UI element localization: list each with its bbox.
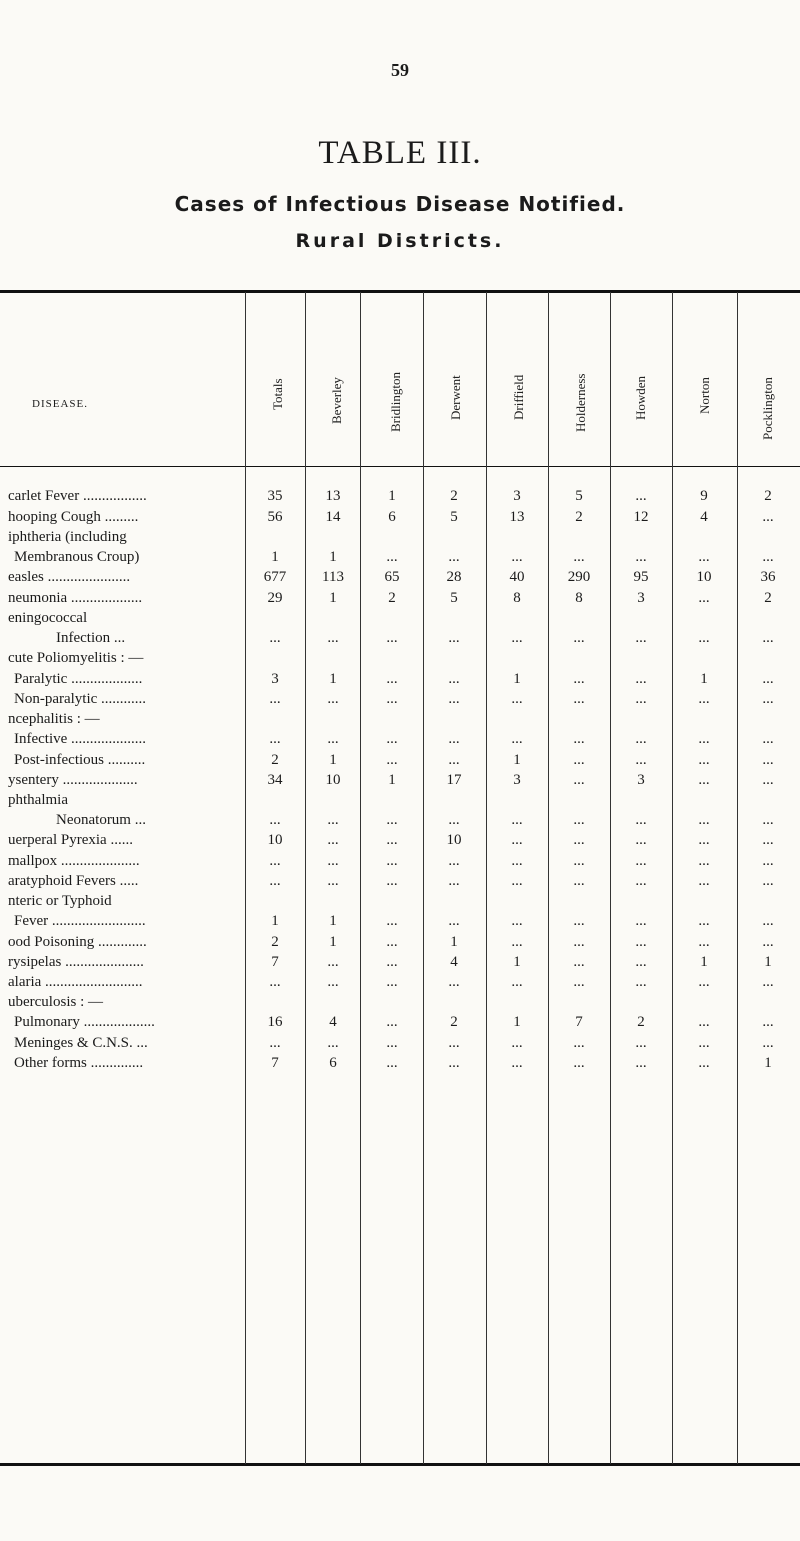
table-cell: ... (511, 913, 523, 929)
table-cell: ... (573, 1035, 585, 1051)
table-cell: ... (386, 549, 398, 565)
table-cell: ... (448, 1035, 460, 1051)
row-label: phthalmia (8, 792, 68, 808)
row-label: Infective .................... (14, 731, 147, 747)
row-label: Non-paralytic ............ (14, 691, 147, 707)
table-cell: ... (762, 873, 774, 889)
table-cell: ... (386, 752, 398, 768)
table-cell: 10 (446, 832, 462, 848)
table-cell: ... (511, 934, 523, 950)
table-cell: 3 (637, 590, 645, 606)
table-cell: 65 (384, 569, 400, 585)
table-cell: ... (762, 1035, 774, 1051)
table-cell: 1 (329, 549, 337, 565)
table-cell: ... (762, 812, 774, 828)
table-cell: 13 (325, 488, 341, 504)
row-label: Membranous Croup) (14, 549, 140, 565)
table-cell: ... (448, 731, 460, 747)
column-header-beverley: Beverley (329, 377, 344, 424)
table-cell: ... (511, 1035, 523, 1051)
table-cell: ... (573, 873, 585, 889)
table-cell: ... (511, 1055, 523, 1071)
table-cell: ... (573, 691, 585, 707)
table-cell: 1 (513, 752, 521, 768)
table-cell: 8 (513, 590, 521, 606)
table-cell: 5 (450, 590, 458, 606)
table-cell: ... (448, 812, 460, 828)
column-header-norton: Norton (697, 377, 712, 414)
table-cell: ... (698, 832, 710, 848)
table-cell: ... (573, 954, 585, 970)
table-cell: ... (386, 1035, 398, 1051)
table-cell: ... (635, 671, 647, 687)
table-cell: ... (386, 691, 398, 707)
table-cell: ... (448, 873, 460, 889)
table-cell: 3 (513, 488, 521, 504)
table-cell: 2 (388, 590, 396, 606)
table-cell: ... (327, 873, 339, 889)
table-cell: ... (635, 812, 647, 828)
table-cell: 677 (263, 569, 287, 585)
table-cell: 14 (325, 509, 341, 525)
table-cell: ... (448, 974, 460, 990)
table-cell: ... (762, 731, 774, 747)
table-cell: ... (635, 873, 647, 889)
column-header-derwent: Derwent (448, 375, 463, 420)
table-cell: ... (386, 853, 398, 869)
table-cell: 2 (450, 488, 458, 504)
table-cell: ... (762, 691, 774, 707)
table-cell: 10 (325, 772, 341, 788)
table-cell: ... (698, 812, 710, 828)
table-cell: ... (762, 1014, 774, 1030)
table-cell: ... (269, 691, 281, 707)
table-cell: 1 (329, 913, 337, 929)
table-cell: ... (511, 853, 523, 869)
table-cell: ... (269, 1035, 281, 1051)
table-cell: ... (327, 630, 339, 646)
row-label: ood Poisoning ............. (8, 934, 147, 950)
table-cell: ... (762, 853, 774, 869)
table-cell: ... (269, 974, 281, 990)
table-cell: ... (635, 832, 647, 848)
table-cell: 1 (513, 954, 521, 970)
table-cell: ... (762, 832, 774, 848)
table-cell: ... (698, 913, 710, 929)
table-cell: ... (327, 832, 339, 848)
table-cell: ... (762, 549, 774, 565)
table-cell: ... (573, 832, 585, 848)
table-cell: ... (386, 954, 398, 970)
table-cell: ... (511, 630, 523, 646)
table-cell: ... (635, 752, 647, 768)
table-cell: 1 (329, 671, 337, 687)
table-top-rule (0, 290, 800, 293)
table-cell: ... (269, 630, 281, 646)
table-cell: 1 (764, 1055, 772, 1071)
table-cell: ... (762, 772, 774, 788)
row-label: mallpox ..................... (8, 853, 140, 869)
header-bottom-rule (0, 466, 800, 467)
table-cell: ... (635, 954, 647, 970)
table-cell: 2 (575, 509, 583, 525)
table-cell: ... (698, 1035, 710, 1051)
table-cell: ... (698, 731, 710, 747)
table-cell: ... (573, 913, 585, 929)
table-cell: 7 (271, 1055, 279, 1071)
table-cell: ... (635, 488, 647, 504)
table-cell: 1 (271, 549, 279, 565)
table-cell: 2 (764, 488, 772, 504)
table-cell: 2 (637, 1014, 645, 1030)
column-header-pocklington: Pocklington (760, 377, 775, 440)
table-cell: ... (762, 934, 774, 950)
table-cell: 95 (633, 569, 649, 585)
table-cell: 7 (575, 1014, 583, 1030)
column-divider (672, 292, 673, 1464)
table-cell: ... (635, 630, 647, 646)
row-label: Pulmonary ................... (14, 1014, 155, 1030)
table-cell: ... (327, 731, 339, 747)
table-cell: 1 (764, 954, 772, 970)
table-cell: ... (386, 832, 398, 848)
row-label: ysentery .................... (8, 772, 138, 788)
row-label: nteric or Typhoid (8, 893, 112, 909)
table-cell: ... (511, 812, 523, 828)
table-cell: 6 (329, 1055, 337, 1071)
table-cell: ... (762, 913, 774, 929)
table-cell: 29 (267, 590, 283, 606)
table-cell: 3 (513, 772, 521, 788)
table-cell: ... (635, 934, 647, 950)
table-cell: ... (635, 549, 647, 565)
table-cell: 1 (329, 590, 337, 606)
row-label: Infection ... (56, 630, 126, 646)
table-cell: ... (698, 1014, 710, 1030)
table-cell: ... (511, 832, 523, 848)
table-cell: 1 (271, 913, 279, 929)
table-cell: ... (327, 853, 339, 869)
page-number: 59 (391, 60, 409, 80)
row-label: neumonia ................... (8, 590, 143, 606)
table-cell: ... (448, 853, 460, 869)
table-cell: ... (635, 731, 647, 747)
table-cell: 1 (700, 954, 708, 970)
column-header-driffield: Driffield (511, 374, 526, 420)
table-cell: 5 (575, 488, 583, 504)
table-cell: 9 (700, 488, 708, 504)
table-cell: ... (573, 772, 585, 788)
table-cell: 4 (700, 509, 708, 525)
table-cell: ... (635, 691, 647, 707)
table-cell: ... (448, 913, 460, 929)
table-cell: ... (386, 812, 398, 828)
table-cell: ... (386, 671, 398, 687)
table-cell: ... (448, 691, 460, 707)
table-cell: ... (762, 974, 774, 990)
table-cell: 1 (450, 934, 458, 950)
table-cell: 2 (271, 752, 279, 768)
table-cell: ... (635, 913, 647, 929)
row-label: Other forms .............. (14, 1055, 144, 1071)
table-cell: ... (573, 853, 585, 869)
row-label: Fever ......................... (14, 913, 146, 929)
row-label: rysipelas ..................... (8, 954, 144, 970)
table-cell: 1 (513, 1014, 521, 1030)
table-cell: ... (573, 671, 585, 687)
table-cell: ... (573, 974, 585, 990)
table-cell: ... (269, 812, 281, 828)
table-cell: ... (698, 1055, 710, 1071)
table-cell: 8 (575, 590, 583, 606)
table-cell: 7 (271, 954, 279, 970)
table-cell: 6 (388, 509, 396, 525)
table-cell: ... (386, 630, 398, 646)
table-cell: ... (698, 873, 710, 889)
table-cell: ... (511, 731, 523, 747)
table-cell: 3 (271, 671, 279, 687)
table-cell: 17 (446, 772, 462, 788)
table-cell: 290 (567, 569, 591, 585)
table-cell: ... (698, 590, 710, 606)
table-cell: ... (511, 974, 523, 990)
table-cell: ... (386, 1055, 398, 1071)
row-label: cute Poliomyelitis : — (8, 650, 144, 666)
row-label: Meninges & C.N.S. ... (14, 1035, 148, 1051)
row-label: Post-infectious .......... (14, 752, 146, 768)
row-label: uberculosis : — (8, 994, 103, 1010)
table-cell: 1 (388, 488, 396, 504)
table-cell: 2 (450, 1014, 458, 1030)
table-cell: 10 (696, 569, 712, 585)
table-cell: 10 (267, 832, 283, 848)
table-cell: ... (448, 1055, 460, 1071)
table-cell: ... (573, 549, 585, 565)
column-header-howden: Howden (633, 375, 648, 420)
table-cell: 2 (271, 934, 279, 950)
table-cell: ... (327, 691, 339, 707)
table-cell: ... (448, 752, 460, 768)
table-cell: 35 (267, 488, 283, 504)
row-label: ncephalitis : — (8, 711, 100, 727)
table-cell: 1 (513, 671, 521, 687)
row-label: uerperal Pyrexia ...... (8, 832, 133, 848)
table-cell: 36 (760, 569, 776, 585)
table-cell: 1 (329, 934, 337, 950)
table-cell: ... (573, 630, 585, 646)
table-cell: ... (573, 731, 585, 747)
table-cell: 4 (329, 1014, 337, 1030)
table-cell: ... (573, 812, 585, 828)
table-cell: ... (327, 974, 339, 990)
table-cell: ... (327, 1035, 339, 1051)
column-header-totals: Totals (270, 378, 285, 410)
table-cell: ... (269, 731, 281, 747)
table-cell: ... (511, 549, 523, 565)
table-cell: ... (698, 691, 710, 707)
table-cell: ... (386, 731, 398, 747)
table-cell: ... (635, 1055, 647, 1071)
table-cell: 1 (700, 671, 708, 687)
table-cell: ... (762, 671, 774, 687)
row-label: eningococcal (8, 610, 88, 626)
table-cell: ... (511, 873, 523, 889)
row-label: iphtheria (including (8, 529, 127, 545)
table-cell: ... (698, 752, 710, 768)
column-header-bridlington: Bridlington (388, 372, 403, 432)
row-label: hooping Cough ......... (8, 509, 139, 525)
table-cell: 56 (267, 509, 283, 525)
table-cell: ... (698, 772, 710, 788)
row-label: Neonatorum ... (56, 812, 146, 828)
table-cell: 4 (450, 954, 458, 970)
table-cell: 40 (509, 569, 525, 585)
column-header-disease: DISEASE. (32, 398, 88, 410)
table-cell: ... (386, 974, 398, 990)
table-cell: ... (573, 934, 585, 950)
table-cell: ... (386, 913, 398, 929)
table-cell: 1 (329, 752, 337, 768)
table-cell: ... (762, 630, 774, 646)
table-bottom-rule (0, 1463, 800, 1466)
table-cell: ... (635, 974, 647, 990)
row-label: alaria .......................... (8, 974, 143, 990)
row-label: aratyphoid Fevers ..... (8, 873, 139, 889)
table-cell: ... (386, 934, 398, 950)
table-cell: 13 (509, 509, 525, 525)
table-cell: ... (448, 549, 460, 565)
row-label: carlet Fever ................. (8, 488, 147, 504)
row-label: Paralytic ................... (14, 671, 143, 687)
table-cell: ... (698, 549, 710, 565)
table-cell: ... (698, 630, 710, 646)
column-header-holderness: Holderness (573, 373, 588, 432)
table-subtitle: Cases of Infectious Disease Notified. (174, 192, 626, 216)
table-cell: ... (762, 752, 774, 768)
table-cell: ... (573, 752, 585, 768)
table-cell: 28 (446, 569, 462, 585)
table-cell: ... (511, 691, 523, 707)
row-label: easles ...................... (8, 569, 131, 585)
table-cell: ... (762, 509, 774, 525)
table-subtitle-rural: Rural Districts. (295, 230, 505, 252)
table-cell: ... (698, 974, 710, 990)
table-cell: 2 (764, 590, 772, 606)
table-title: TABLE III. (318, 135, 482, 171)
table-cell: 16 (267, 1014, 283, 1030)
table-cell: ... (635, 1035, 647, 1051)
table-cell: ... (448, 630, 460, 646)
table-cell: 5 (450, 509, 458, 525)
table-cell: 34 (267, 772, 283, 788)
table-cell: 12 (633, 509, 649, 525)
table-cell: ... (269, 873, 281, 889)
table-cell: ... (573, 1055, 585, 1071)
table-cell: ... (635, 853, 647, 869)
table-cell: 113 (322, 569, 344, 585)
table-cell: ... (386, 873, 398, 889)
table-cell: ... (327, 954, 339, 970)
table-cell: ... (327, 812, 339, 828)
table-cell: ... (269, 853, 281, 869)
table-cell: ... (448, 671, 460, 687)
table-cell: ... (698, 853, 710, 869)
table-cell: 3 (637, 772, 645, 788)
table-cell: 1 (388, 772, 396, 788)
table-cell: ... (698, 934, 710, 950)
table-cell: ... (386, 1014, 398, 1030)
